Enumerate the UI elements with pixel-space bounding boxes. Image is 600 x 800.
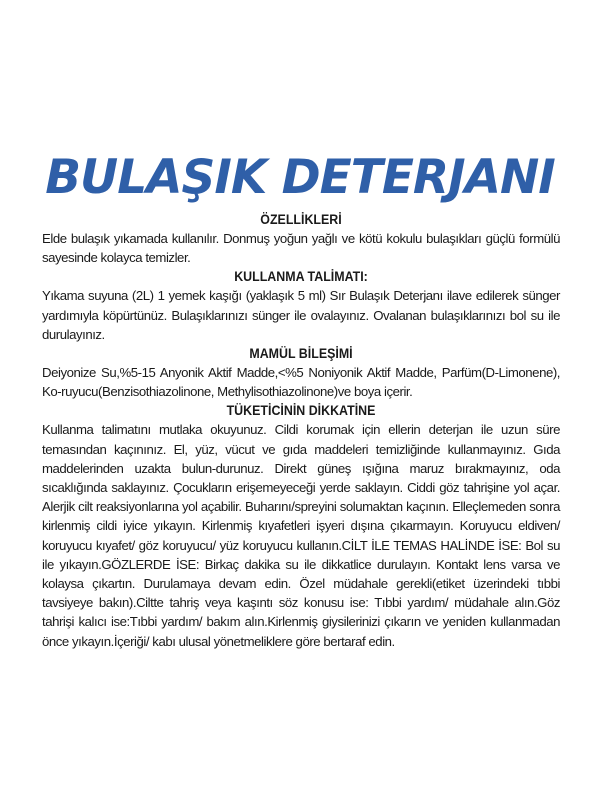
section-text-composition: Deiyonize Su,%5-15 Anyonik Aktif Madde,<%5 Noniyonik Aktif Madde, Parfüm(D-Limonene), Ko-ruyucu(Benzisothiazolinone, Methylisothiazolinone)ve boya içerir. [42,365,560,400]
section-heading-features: ÖZELLİKLERİ [260,212,342,227]
section-heading-usage: KULLANMA TALİMATI: [234,269,368,285]
section-heading-composition: MAMÜL BİLEŞİMİ [249,346,353,362]
section-usage-instructions [42,267,560,344]
section-text-usage: Yıkama suyuna (2L) 1 yemek kaşığı (yaklaşık 5 ml) Sır Bulaşık Deterjanı ilave edilerek sünger yardımıyla köpürtünüz. Bulaşıklarınızı sünger ile ovalayınız. Ovalanan bulaşıklarınızı bol su ile durulayınız. [42,288,560,342]
section-text-features: Elde bulaşık yıkamada kullanılır. Donmuş yoğun yağlı ve kötü kokulu bulaşıkları güçlü formülü sayesinde kolayca temizler. [42,231,560,266]
section-features [42,210,560,267]
section-composition [42,344,560,401]
label-content [42,210,560,651]
section-consumer-warnings [42,401,560,650]
product-title: BULAŞIK DETERJANI [45,150,555,205]
section-heading-warnings: TÜKETİCİNİN DİKKATİNE [226,403,376,419]
section-text-warnings: Kullanma talimatını mutlaka okuyunuz. Cildi korumak için ellerin deterjan ile uzun süre temasından kaçınınız. El, yüz, vücut ve gıda maddeleri temizliğinde kullanmayınız. Gıda maddelerinden uzakta bulun-durunuz. Direkt güneş ışığına maruz bırakmayınız, oda sıcaklığında saklayınız. Çocukların erişemeyeceği yerde saklayın. Ciddi göz tahrişine yol açar. Alerjik cilt reaksiyonlarına yol açabilir. Buharını/spreyini solumaktan kaçının. Elleçlemeden sonra kirlenmiş cildi iyice yıkayın. Kirlenmiş kıyafetleri işyeri dışına çıkarmayın. Koruyucu eldiven/ koruyucu kıyafet/ göz koruyucu/ yüz koruyucu kullanın.CİLT İLE TEMAS HALİNDE İSE: Bol su ile yıkayın.GÖZLERDE İSE: Birkaç dakika su ile dikkatlice durulayın. Kontakt lens varsa ve kolaysa çıkartın. Durulamaya devam edin. Özel müdahale gerekli(etiket üzerindeki tıbbi tavsiyeye bakın).Ciltte tahriş veya kaşıntı söz konusu ise: Tıbbi yardım/ müdahale alın.Göz tahrişi kalıcı ise:Tıbbi yardım/ bakım alın.Kirlenmiş giysilerinizi çıkarın ve yeniden kullanmadan önce yıkayın.İçeriği/ kabı ulusal yönetmeliklere göre bertaraf edin. [42,422,560,649]
